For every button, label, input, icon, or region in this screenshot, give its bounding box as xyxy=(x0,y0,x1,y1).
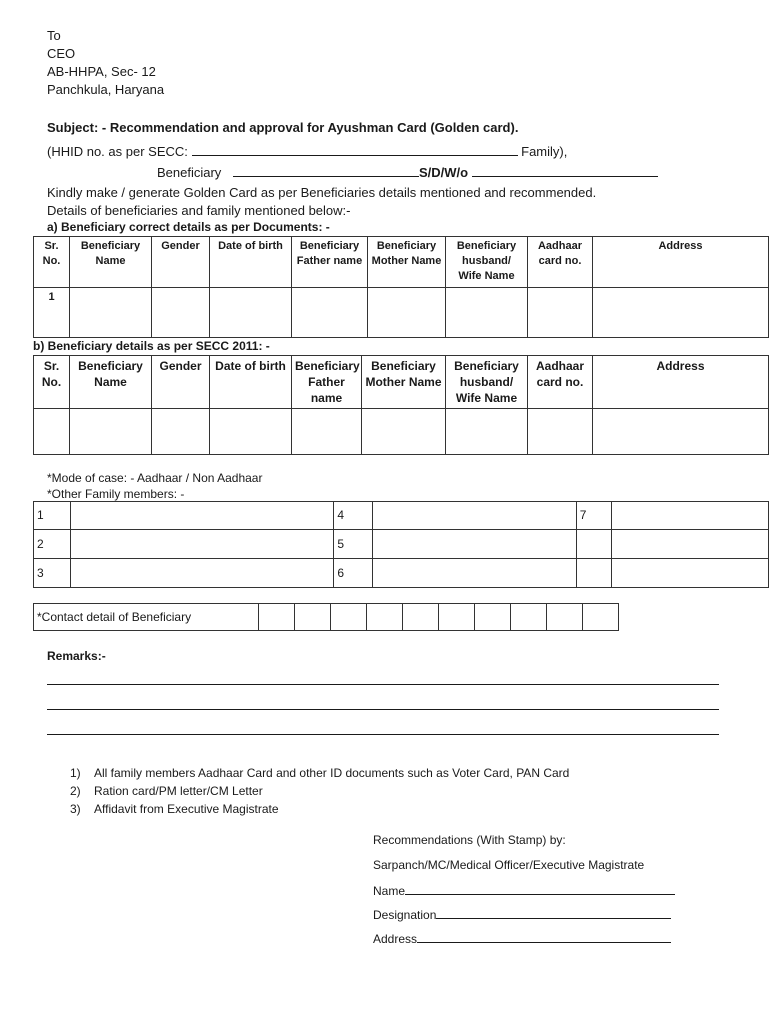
sdwo-label: S/D/W/o xyxy=(418,165,469,180)
table-row xyxy=(34,409,769,455)
family-member-4-cell[interactable] xyxy=(373,502,576,530)
family-empty-cell xyxy=(576,530,611,559)
table-b-header-gender: Gender xyxy=(152,356,210,409)
table-a-header-address: Address xyxy=(593,237,769,288)
section-a-title: a) Beneficiary correct details as per Documents: - xyxy=(47,220,330,234)
contact-digit-cell[interactable] xyxy=(331,604,367,631)
table-row xyxy=(34,604,619,631)
contact-detail-table xyxy=(33,603,619,631)
table-row xyxy=(34,502,769,530)
table-a-cell-spouse[interactable] xyxy=(446,288,528,338)
table-b-cell-name[interactable] xyxy=(70,409,152,455)
table-a-row-number: 1 xyxy=(34,288,70,338)
beneficiary-label: Beneficiary xyxy=(157,165,222,180)
section-b-title: b) Beneficiary details as per SECC 2011: - xyxy=(33,339,270,353)
table-a-cell-name[interactable] xyxy=(70,288,152,338)
family-member-5-cell[interactable] xyxy=(373,530,576,559)
contact-digit-cell[interactable] xyxy=(475,604,511,631)
beneficiary-name-input[interactable] xyxy=(233,164,419,177)
contact-digit-cell[interactable] xyxy=(403,604,439,631)
remarks-line-3[interactable] xyxy=(47,734,719,735)
remarks-label: Remarks:- xyxy=(47,649,106,663)
list-item xyxy=(70,800,569,818)
table-a-header-dob: Date of birth xyxy=(210,237,292,288)
table-b-header-mother: Beneficiary Mother Name xyxy=(362,356,446,409)
list-item xyxy=(70,764,569,782)
list-item-number: 1) xyxy=(70,766,81,780)
table-a-cell-mother[interactable] xyxy=(368,288,446,338)
table-row xyxy=(34,559,769,588)
sdwo-input[interactable] xyxy=(472,164,658,177)
list-item-text: Affidavit from Executive Magistrate xyxy=(94,802,279,816)
recommend-authority: Sarpanch/MC/Medical Officer/Executive Magistrate xyxy=(373,858,645,872)
family-member-6-cell[interactable] xyxy=(373,559,576,588)
contact-digit-cell[interactable] xyxy=(547,604,583,631)
table-b-cell-spouse[interactable] xyxy=(446,409,528,455)
hhid-line xyxy=(47,143,567,161)
remarks-line-1[interactable] xyxy=(47,684,719,685)
table-a-cell-address[interactable] xyxy=(593,288,769,338)
address-ceo: CEO xyxy=(47,46,76,61)
remarks-line-2[interactable] xyxy=(47,709,719,710)
table-a-header-spouse: Beneficiary husband/ Wife Name xyxy=(446,237,528,288)
hhid-family-label: Family), xyxy=(521,144,568,159)
table-b-header-name: Beneficiary Name xyxy=(70,356,152,409)
subject-line: Subject: - Recommendation and approval for Ayushman Card (Golden card). xyxy=(47,120,519,135)
table-b-header-dob: Date of birth xyxy=(210,356,292,409)
table-b-header-aadhaar: Aadhaar card no. xyxy=(528,356,593,409)
hhid-label: (HHID no. as per SECC: xyxy=(47,144,188,159)
recommend-name-input[interactable] xyxy=(405,882,675,895)
mode-of-case: *Mode of case: - Aadhaar / Non Aadhaar xyxy=(47,471,263,485)
family-number: 3 xyxy=(34,559,71,588)
table-b-cell-address[interactable] xyxy=(593,409,769,455)
table-b-header-address: Address xyxy=(593,356,769,409)
contact-label: *Contact detail of Beneficiary xyxy=(34,604,259,631)
recommend-designation-label: Designation xyxy=(373,908,437,922)
family-number: 2 xyxy=(34,530,71,559)
list-item-text: Ration card/PM letter/CM Letter xyxy=(94,784,263,798)
recommend-address-line xyxy=(373,930,671,947)
address-city: Panchkula, Haryana xyxy=(47,82,165,97)
documents-list xyxy=(70,764,569,818)
table-b-header-father: Beneficiary Father name xyxy=(292,356,362,409)
table-b-cell-father[interactable] xyxy=(292,409,362,455)
table-row xyxy=(34,288,769,338)
family-member-2-cell[interactable] xyxy=(71,530,334,559)
table-b-cell-gender[interactable] xyxy=(152,409,210,455)
table-a-cell-father[interactable] xyxy=(292,288,368,338)
family-number: 6 xyxy=(334,559,373,588)
contact-digit-cell[interactable] xyxy=(583,604,619,631)
address-to: To xyxy=(47,28,61,43)
table-a-header-mother: Beneficiary Mother Name xyxy=(368,237,446,288)
table-b-cell-srno[interactable] xyxy=(34,409,70,455)
list-item xyxy=(70,782,569,800)
table-b-cell-mother[interactable] xyxy=(362,409,446,455)
recommend-name-line xyxy=(373,882,675,899)
contact-digit-cell[interactable] xyxy=(295,604,331,631)
table-a-cell-aadhaar[interactable] xyxy=(528,288,593,338)
family-member-1-cell[interactable] xyxy=(71,502,334,530)
list-item-number: 2) xyxy=(70,784,81,798)
family-empty-cell xyxy=(611,530,768,559)
contact-digit-cell[interactable] xyxy=(511,604,547,631)
table-a-header-father: Beneficiary Father name xyxy=(292,237,368,288)
recommend-address-label: Address xyxy=(373,932,418,946)
table-b-cell-dob[interactable] xyxy=(210,409,292,455)
contact-digit-cell[interactable] xyxy=(439,604,475,631)
table-a-header-aadhaar: Aadhaar card no. xyxy=(528,237,593,288)
family-member-7-cell[interactable] xyxy=(611,502,768,530)
list-item-number: 3) xyxy=(70,802,81,816)
list-item-text: All family members Aadhaar Card and other ID documents such as Voter Card, PAN Card xyxy=(94,766,570,780)
table-a xyxy=(33,236,769,338)
table-a-header-row xyxy=(34,237,769,288)
family-number: 5 xyxy=(334,530,373,559)
table-b-cell-aadhaar[interactable] xyxy=(528,409,593,455)
family-member-3-cell[interactable] xyxy=(71,559,334,588)
table-b-header-row xyxy=(34,356,769,409)
family-empty-cell xyxy=(611,559,768,588)
table-a-cell-gender[interactable] xyxy=(152,288,210,338)
family-number: 1 xyxy=(34,502,71,530)
recommend-designation-input[interactable] xyxy=(436,906,671,919)
kindly-text: Kindly make / generate Golden Card as per Beneficiaries details mentioned and recommended. xyxy=(47,185,597,200)
recommend-address-input[interactable] xyxy=(417,930,671,943)
address-office: AB-HHPA, Sec- 12 xyxy=(47,64,156,79)
table-b xyxy=(33,355,769,455)
table-a-cell-dob[interactable] xyxy=(210,288,292,338)
family-number: 7 xyxy=(576,502,611,530)
family-empty-cell xyxy=(576,559,611,588)
recommend-designation-line xyxy=(373,906,671,923)
recommend-name-label: Name xyxy=(373,884,406,898)
contact-digit-cell[interactable] xyxy=(367,604,403,631)
beneficiary-line xyxy=(157,164,658,182)
other-family-label: *Other Family members: - xyxy=(47,487,185,501)
table-a-header-srno: Sr. No. xyxy=(34,237,70,288)
table-a-header-gender: Gender xyxy=(152,237,210,288)
table-row xyxy=(34,530,769,559)
recommend-heading: Recommendations (With Stamp) by: xyxy=(373,833,566,847)
family-number: 4 xyxy=(334,502,373,530)
table-b-header-spouse: Beneficiary husband/ Wife Name xyxy=(446,356,528,409)
contact-digit-cell[interactable] xyxy=(259,604,295,631)
details-text: Details of beneficiaries and family mentioned below:- xyxy=(47,203,351,218)
table-b-header-srno: Sr. No. xyxy=(34,356,70,409)
hhid-input[interactable] xyxy=(192,143,518,156)
table-a-header-name: Beneficiary Name xyxy=(70,237,152,288)
family-members-table xyxy=(33,501,769,588)
